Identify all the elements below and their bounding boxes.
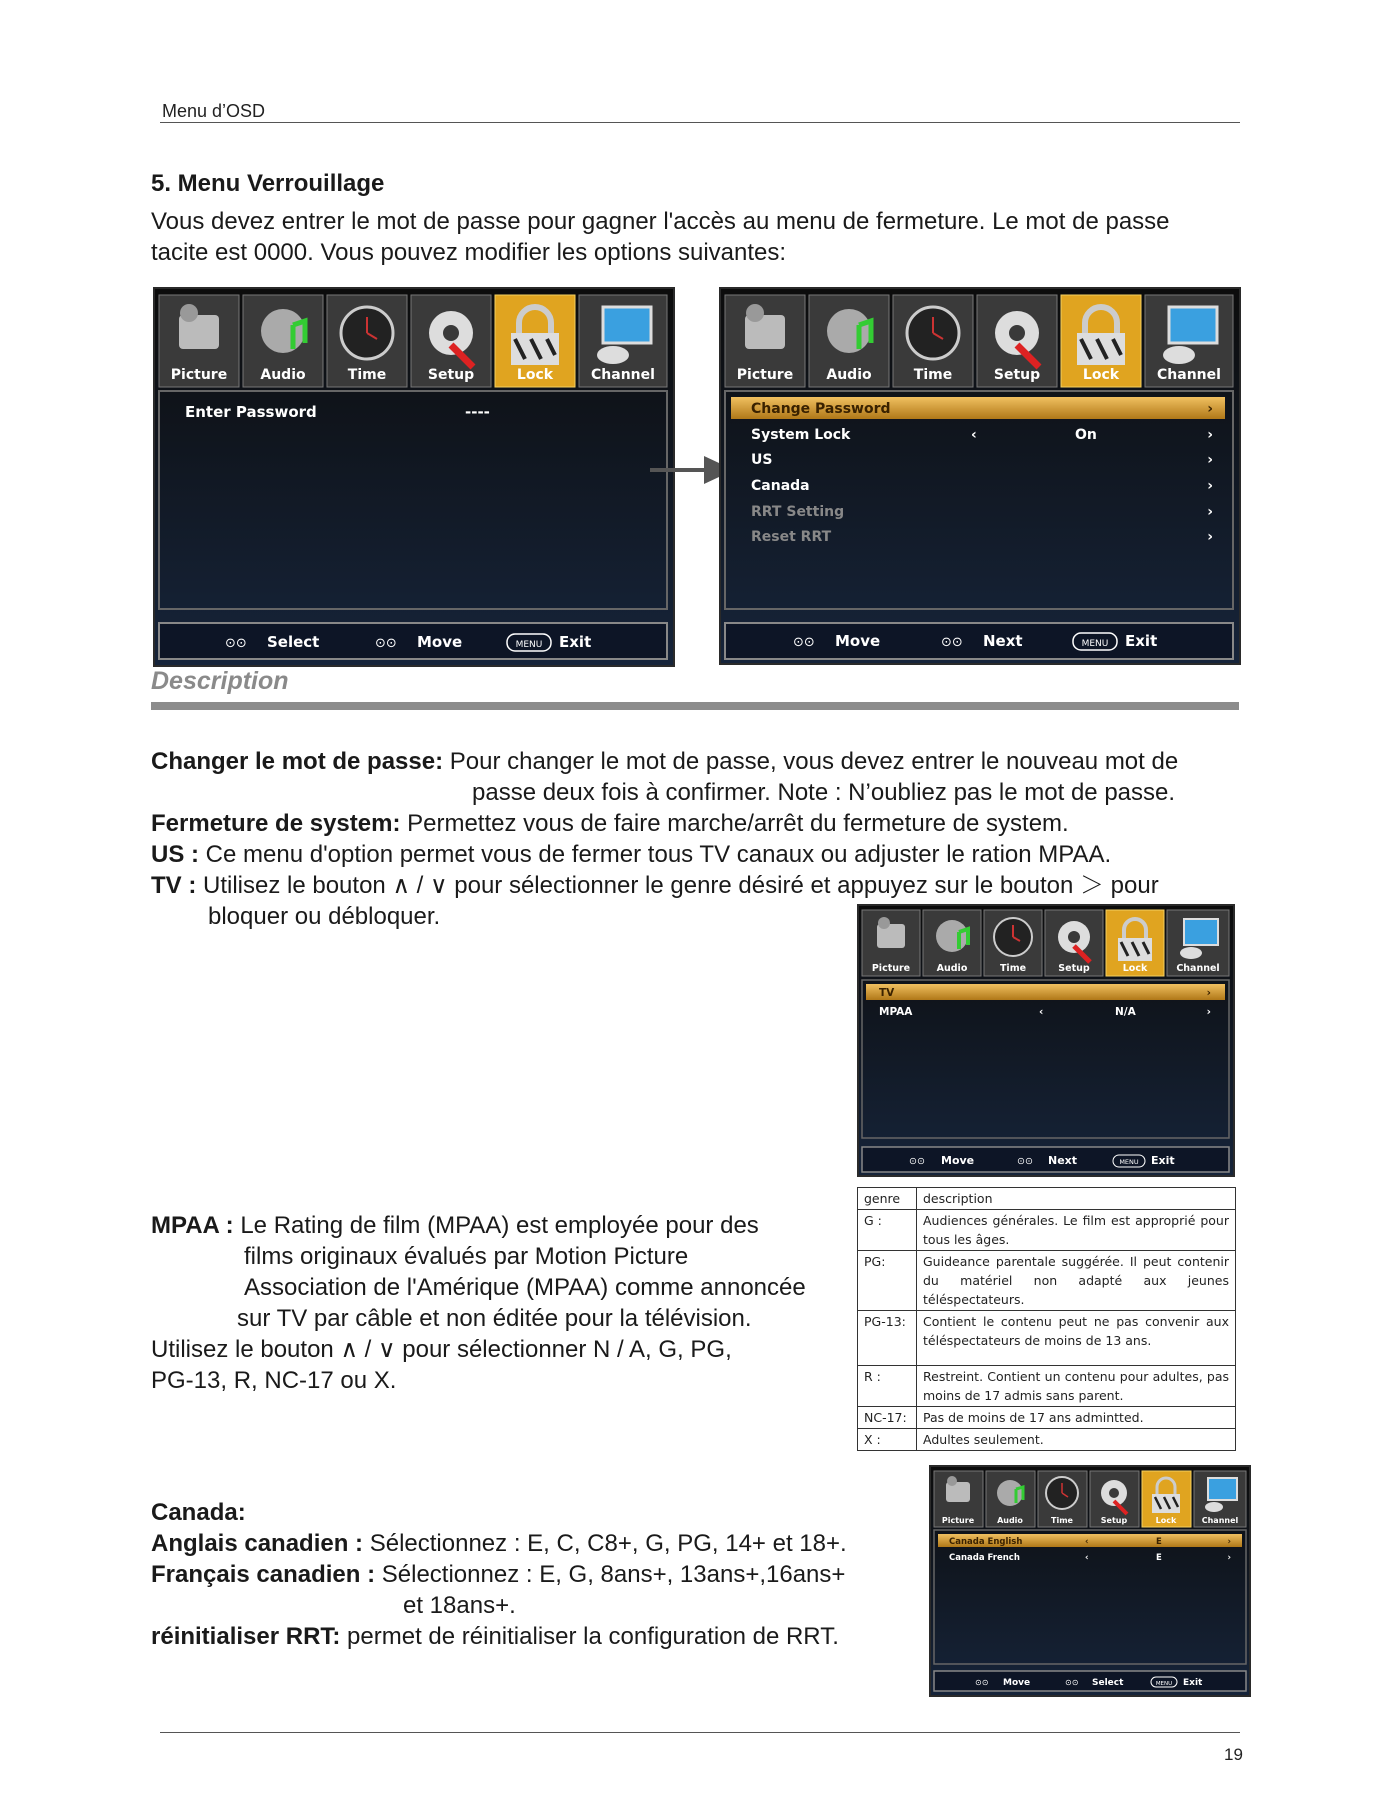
chevron-right-icon: › — [1207, 504, 1213, 520]
menu-item-tv[interactable]: TV — [879, 987, 895, 999]
tab-setup-label: Setup — [1100, 1516, 1128, 1525]
menu-key-label: MENU — [1155, 1681, 1173, 1687]
enter-password-label: Enter Password — [185, 403, 317, 421]
definition-text: Sélectionnez : E, C, C8+, G, PG, 14+ et 18+. — [363, 1530, 847, 1557]
definition-text: pour sélectionner le genre désiré et appuyez sur le bouton — [447, 872, 1080, 899]
up-down-arrow-icon: ∧ / ∨ — [392, 872, 448, 899]
table-row — [858, 1366, 1236, 1407]
menu-item-canada-english[interactable]: Canada English — [949, 1537, 1023, 1547]
osd-tab-bar — [725, 295, 1233, 387]
left-right-keys-icon: ⊙⊙ — [1065, 1678, 1079, 1687]
tab-lock-label: Lock — [1122, 963, 1148, 974]
definition-text: Le Rating de film (MPAA) est employée pour des — [233, 1212, 759, 1239]
up-down-keys-icon: ⊙⊙ — [975, 1678, 989, 1687]
footer-move-label: Move — [1003, 1678, 1031, 1688]
definition-canada-french-cont: et 18ans+. — [403, 1592, 516, 1619]
tab-lock-label: Lock — [1082, 367, 1120, 383]
tab-audio-label: Audio — [936, 963, 968, 974]
canada-heading: Canada: — [151, 1499, 246, 1526]
definition-reset-rrt — [151, 1621, 839, 1652]
definition-mpaa-line-6: PG-13, R, NC-17 ou X. — [151, 1367, 397, 1394]
osd-screenshot-lock-menu — [719, 287, 1241, 665]
table-cell-genre: PG: — [858, 1251, 917, 1311]
definition-text: pour — [1103, 872, 1159, 899]
definition-text: Utilisez le bouton — [151, 1336, 341, 1363]
tab-time-label: Time — [999, 963, 1027, 974]
table-cell-genre: G : — [858, 1210, 917, 1251]
definition-term: Changer le mot de passe: — [151, 748, 444, 775]
description-rule — [151, 702, 1239, 710]
chevron-right-icon: › — [1206, 1006, 1211, 1018]
menu-item-rrt-setting[interactable]: RRT Setting — [751, 504, 845, 520]
footer-rule — [160, 1732, 1240, 1733]
tab-channel-label: Channel — [1157, 367, 1221, 383]
clock-icon — [341, 307, 393, 359]
footer-next-label: Next — [1048, 1154, 1078, 1167]
menu-highlight — [866, 984, 1225, 1000]
tab-picture-label: Picture — [871, 963, 911, 974]
menu-key-label: MENU — [515, 640, 543, 650]
footer-exit-label: Exit — [1183, 1678, 1203, 1688]
osd-screenshot-enter-password — [153, 287, 675, 667]
intro-paragraph — [151, 206, 1251, 268]
definition-text: Sélectionnez : E, G, 8ans+, 13ans+,16ans+ — [375, 1561, 846, 1588]
header-rule — [160, 122, 1240, 123]
menu-key-label: MENU — [1081, 639, 1109, 649]
definition-text: Utilisez le bouton — [196, 872, 393, 899]
definition-mpaa-line-3: Association de l'Amérique (MPAA) comme annoncée — [244, 1274, 806, 1301]
definition-us — [151, 839, 1261, 870]
right-arrow-icon: ＞ — [1079, 872, 1104, 899]
table-cell-description: Audiences générales. Le film est approprié pour tous les âges. — [917, 1210, 1236, 1251]
definition-mpaa-line-5 — [151, 1334, 732, 1365]
definition-term: MPAA : — [151, 1212, 234, 1239]
tab-audio-label: Audio — [260, 367, 306, 383]
table-row — [858, 1251, 1236, 1311]
tab-picture-label: Picture — [941, 1516, 975, 1525]
canada-english-value: E — [1156, 1537, 1162, 1547]
tab-channel-label: Channel — [1201, 1516, 1239, 1525]
definition-change-password-cont: passe deux fois à confirmer. Note : N’oubliez pas le mot de passe. — [472, 779, 1176, 806]
table-cell-description: Restreint. Contient un contenu pour adultes, pas moins de 17 admis sans parent. — [917, 1366, 1236, 1407]
intro-line-2: tacite est 0000. Vous pouvez modifier les options suivantes: — [151, 239, 787, 266]
definition-change-password — [151, 746, 1261, 777]
menu-item-reset-rrt[interactable]: Reset RRT — [751, 529, 832, 545]
footer-exit-label: Exit — [559, 633, 592, 651]
music-disc-icon — [827, 309, 871, 353]
menu-item-us[interactable]: US — [751, 452, 773, 468]
music-disc-icon — [936, 920, 968, 952]
definition-text: Pour changer le mot de passe, vous devez entrer le nouveau mot de — [443, 748, 1179, 775]
tab-setup-label: Setup — [1058, 963, 1090, 974]
definition-text: permet de réinitialiser la configuration de RRT. — [340, 1623, 839, 1650]
clock-icon — [907, 307, 959, 359]
definition-term: TV : — [151, 872, 197, 899]
left-right-keys-icon: ⊙⊙ — [941, 635, 963, 650]
intro-line-1: Vous devez entrer le mot de passe pour gagner l'accès au menu de fermeture. Le mot de passe — [151, 208, 1170, 235]
table-cell-description: Adultes seulement. — [917, 1429, 1236, 1451]
footer-select-label: Select — [1092, 1678, 1124, 1688]
osd-tab-bar — [934, 1471, 1246, 1527]
clock-icon — [994, 918, 1032, 956]
definition-term: Anglais canadien : — [151, 1530, 364, 1557]
table-header: genre — [858, 1188, 917, 1210]
description-heading: Description — [151, 667, 289, 695]
footer-move-label: Move — [941, 1154, 975, 1167]
running-header: Menu d’OSD — [162, 101, 266, 121]
chevron-right-icon: › — [1207, 529, 1213, 545]
definition-tv — [151, 870, 1261, 901]
system-lock-value: On — [1075, 427, 1097, 443]
chevron-left-icon: ‹ — [971, 427, 977, 443]
menu-item-mpaa[interactable]: MPAA — [879, 1006, 913, 1018]
tab-audio-label: Audio — [997, 1516, 1023, 1525]
definition-term: Fermeture de system: — [151, 810, 401, 837]
table-header-row — [858, 1188, 1236, 1210]
table-cell-description: Pas de moins de 17 ans admintted. — [917, 1407, 1236, 1429]
chevron-left-icon: ‹ — [1039, 1006, 1044, 1018]
chevron-right-icon: › — [1207, 452, 1213, 468]
osd-screenshot-canada — [929, 1465, 1251, 1697]
chevron-right-icon: › — [1206, 987, 1211, 999]
tab-time-label: Time — [347, 367, 387, 383]
osd-tab-bar — [862, 910, 1229, 976]
left-right-keys-icon: ⊙⊙ — [375, 636, 397, 651]
chevron-right-icon: › — [1207, 427, 1213, 443]
table-header: description — [917, 1188, 1236, 1210]
menu-key-label: MENU — [1119, 1158, 1139, 1166]
menu-item-change-password[interactable]: Change Password — [751, 401, 891, 417]
music-disc-icon — [997, 1480, 1023, 1506]
definition-canada-french — [151, 1559, 845, 1590]
tab-audio-label: Audio — [826, 367, 872, 383]
definition-canada-english — [151, 1528, 847, 1559]
table-cell-description: Guideance parentale suggérée. Il peut contenir du matériel non adapté aux jeunes téléspectateurs. — [917, 1251, 1236, 1311]
menu-item-system-lock[interactable]: System Lock — [751, 427, 851, 443]
menu-item-canada-french[interactable]: Canada French — [949, 1553, 1020, 1563]
up-down-keys-icon: ⊙⊙ — [909, 1156, 925, 1167]
tab-time-label: Time — [1051, 1516, 1073, 1525]
chevron-left-icon: ‹ — [1085, 1553, 1089, 1563]
chevron-right-icon: › — [1207, 401, 1213, 417]
menu-item-canada[interactable]: Canada — [751, 478, 810, 494]
definition-system-lock — [151, 808, 1261, 839]
table-row — [858, 1311, 1236, 1366]
chevron-right-icon: › — [1207, 478, 1213, 494]
page-number: 19 — [1224, 1745, 1243, 1764]
table-cell-genre: R : — [858, 1366, 917, 1407]
table-cell-genre: X : — [858, 1429, 917, 1451]
tab-channel-label: Channel — [591, 367, 655, 383]
password-field: ---- — [465, 403, 490, 421]
definition-mpaa-line-2: films originaux évalués par Motion Picture — [244, 1243, 689, 1270]
tab-setup-label: Setup — [993, 367, 1041, 383]
mpaa-value: N/A — [1115, 1006, 1136, 1018]
up-down-arrow-icon: ∧ / ∨ — [340, 1336, 396, 1363]
tab-lock-label: Lock — [1155, 1516, 1177, 1525]
definition-term: réinitialiser RRT: — [151, 1623, 341, 1650]
osd-tab-bar — [159, 295, 667, 387]
definition-text: pour sélectionner N / A, G, PG, — [395, 1336, 732, 1363]
music-disc-icon — [261, 309, 305, 353]
footer-exit-label: Exit — [1125, 632, 1158, 650]
definition-term: Français canadien : — [151, 1561, 376, 1588]
chevron-right-icon: › — [1227, 1537, 1231, 1547]
rating-table-wrap — [857, 1187, 1236, 1451]
definition-mpaa-line-4: sur TV par câble et non éditée pour la télévision. — [237, 1305, 752, 1332]
tab-channel-label: Channel — [1176, 963, 1220, 974]
table-row — [858, 1429, 1236, 1451]
table-cell-description: Contient le contenu peut ne pas convenir aux téléspectateurs de moins de 13 ans. — [917, 1311, 1236, 1366]
table-row — [858, 1407, 1236, 1429]
definition-term: US : — [151, 841, 199, 868]
table-row — [858, 1210, 1236, 1251]
definition-text: Ce menu d'option permet vous de fermer tous TV canaux ou adjuster le ration MPAA. — [199, 841, 1112, 868]
osd-screenshot-tv-mpaa — [857, 904, 1235, 1177]
up-down-keys-icon: ⊙⊙ — [793, 635, 815, 650]
definition-mpaa — [151, 1210, 759, 1241]
section-title: 5. Menu Verrouillage — [151, 170, 385, 197]
tab-lock-label: Lock — [516, 367, 554, 383]
tab-time-label: Time — [913, 367, 953, 383]
rating-table — [857, 1187, 1236, 1451]
left-right-keys-icon: ⊙⊙ — [1017, 1156, 1033, 1167]
chevron-left-icon: ‹ — [1085, 1537, 1089, 1547]
tab-picture-label: Picture — [736, 367, 794, 383]
chevron-right-icon: › — [1227, 1553, 1231, 1563]
footer-select-label: Select — [267, 633, 320, 651]
table-cell-genre: NC-17: — [858, 1407, 917, 1429]
definition-tv-cont: bloquer ou débloquer. — [208, 903, 441, 930]
footer-exit-label: Exit — [1151, 1154, 1175, 1167]
footer-next-label: Next — [983, 632, 1023, 650]
canada-french-value: E — [1156, 1553, 1162, 1563]
tab-setup-label: Setup — [427, 367, 475, 383]
definition-text: Permettez vous de faire marche/arrêt du fermeture de system. — [400, 810, 1069, 837]
up-down-keys-icon: ⊙⊙ — [225, 636, 247, 651]
footer-move-label: Move — [835, 632, 881, 650]
table-cell-genre: PG-13: — [858, 1311, 917, 1366]
tab-picture-label: Picture — [170, 367, 228, 383]
clock-icon — [1046, 1477, 1078, 1509]
footer-move-label: Move — [417, 633, 463, 651]
